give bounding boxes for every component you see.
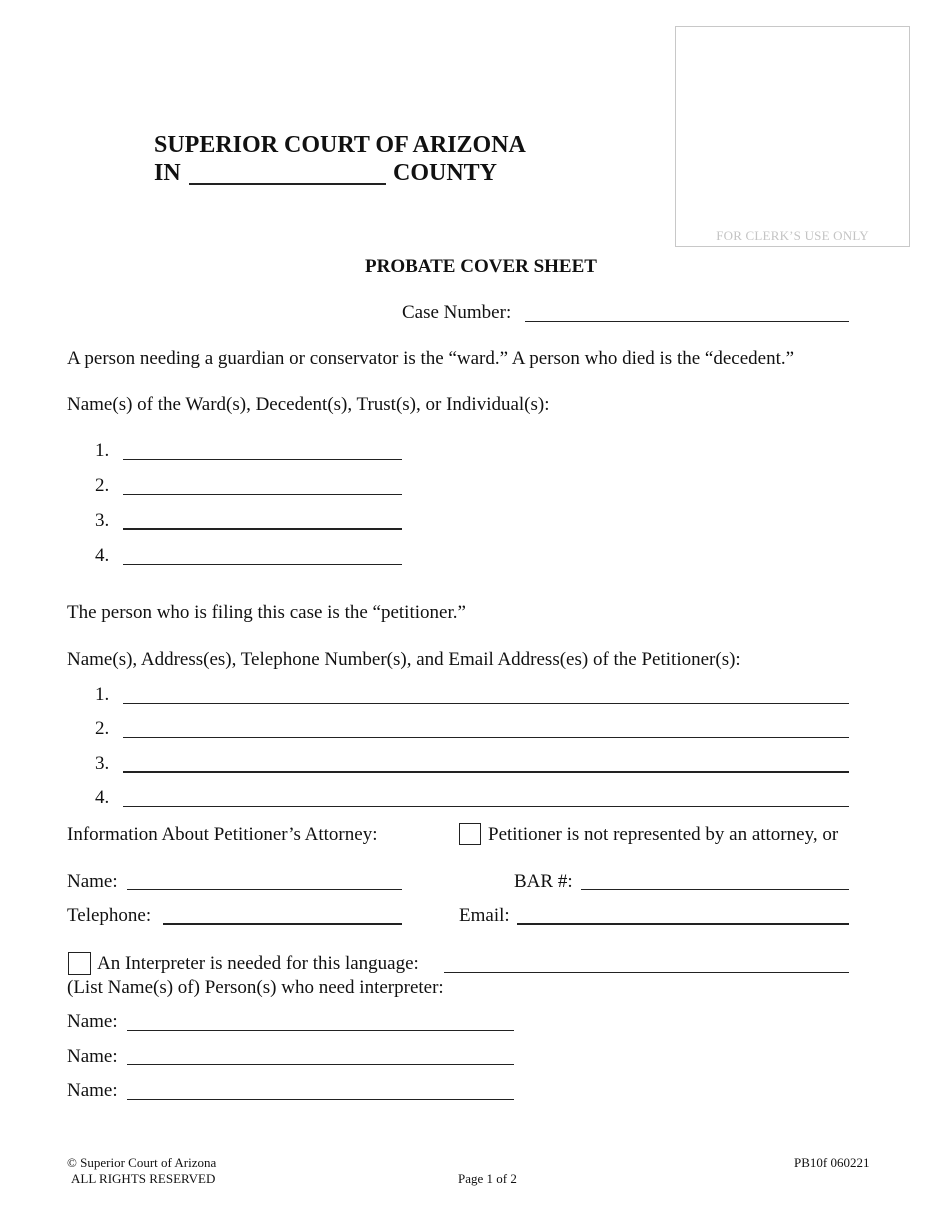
interpreter-name-label-2: Name: [67,1046,118,1067]
attorney-email-line[interactable] [517,923,849,925]
petitioner-info-label: Name(s), Address(es), Telephone Number(s), and Email Address(es) of the Petitioner(s): [67,649,741,670]
clerk-use-label: FOR CLERK’S USE ONLY [716,228,869,243]
bar-number-label: BAR #: [514,871,573,892]
ward-names-label: Name(s) of the Ward(s), Decedent(s), Trust(s), or Individual(s): [67,394,550,415]
court-title: SUPERIOR COURT OF ARIZONA [154,132,526,158]
ward-number-3: 3. [95,510,110,531]
form-title: PROBATE COVER SHEET [365,256,597,277]
petitioner-number-3: 3. [95,753,110,774]
court-in-label: IN [154,160,181,186]
ward-name-line-3[interactable] [123,528,402,530]
attorney-name-line[interactable] [127,889,402,890]
ward-name-line-2[interactable] [123,494,402,495]
clerk-use-box [675,26,910,247]
case-number-input-line[interactable] [525,321,849,322]
petitioner-line-3[interactable] [123,771,849,773]
petitioner-line-2[interactable] [123,737,849,738]
interpreter-name-line-3[interactable] [127,1099,514,1100]
ward-decedent-definition: A person needing a guardian or conservator is the “ward.” A person who died is the “decedent.” [67,348,795,369]
interpreter-needed-label: An Interpreter is needed for this language: [97,953,419,974]
ward-number-4: 4. [95,545,110,566]
footer-page-number: Page 1 of 2 [458,1171,517,1186]
interpreter-name-line-1[interactable] [127,1030,514,1031]
not-represented-checkbox[interactable] [459,823,481,845]
attorney-name-label: Name: [67,871,118,892]
attorney-telephone-line[interactable] [163,923,402,925]
interpreter-language-line[interactable] [444,972,849,973]
petitioner-number-1: 1. [95,684,110,705]
attorney-email-label: Email: [459,905,510,926]
attorney-telephone-label: Telephone: [67,905,152,926]
petitioner-definition: The person who is filing this case is the “petitioner.” [67,602,466,623]
interpreter-needed-checkbox[interactable] [68,952,91,975]
petitioner-line-1[interactable] [123,703,849,704]
ward-name-line-4[interactable] [123,564,402,565]
bar-number-line[interactable] [581,889,849,890]
interpreter-name-label-1: Name: [67,1011,118,1032]
footer-rights: ALL RIGHTS RESERVED [71,1171,216,1186]
case-number-label: Case Number: [402,302,512,323]
county-input-line[interactable] [189,183,386,185]
interpreter-name-label-3: Name: [67,1080,118,1101]
petitioner-number-2: 2. [95,718,110,739]
petitioner-line-4[interactable] [123,806,849,807]
interpreter-list-label: (List Name(s) of) Person(s) who need interpreter: [67,977,444,998]
attorney-section-label: Information About Petitioner’s Attorney: [67,824,378,845]
court-county-label: COUNTY [393,160,498,186]
footer-copyright: © Superior Court of Arizona [67,1155,217,1170]
ward-number-2: 2. [95,475,110,496]
footer-form-code: PB10f 060221 [794,1155,870,1170]
not-represented-label: Petitioner is not represented by an attorney, or [488,824,839,845]
ward-name-line-1[interactable] [123,459,402,460]
interpreter-name-line-2[interactable] [127,1064,514,1065]
petitioner-number-4: 4. [95,787,110,808]
ward-number-1: 1. [95,440,110,461]
